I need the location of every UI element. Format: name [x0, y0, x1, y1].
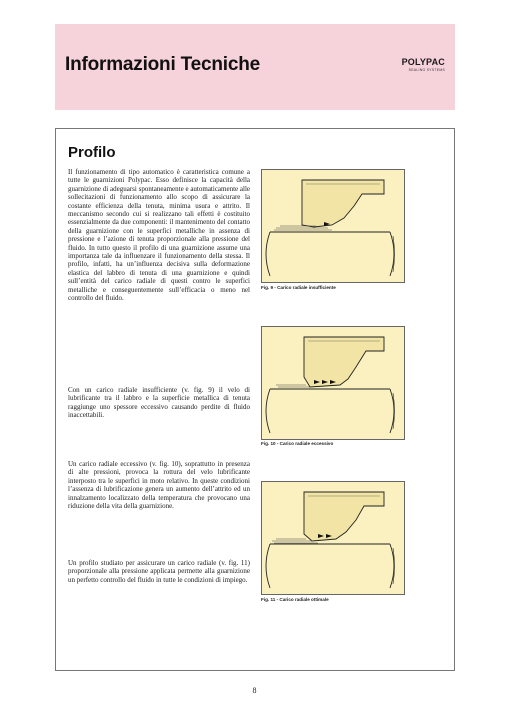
figure-caption: Fig. 9 - Carico radiale insufficiente — [261, 285, 336, 290]
paragraph-intro: Il funzionamento di tipo automatico è caratteristica comune a tutte le guarnizioni Polypac. Esso definisce la capacità della guarnizione di adeguarsi spontaneamente e automaticamente alle sollecitazioni di funzionamento allo scopo di assicurare la costante efficienza della tenuta, minima usura e attrito. Il meccanismo secondo cui si realizzano tali effetti è costituito essenzialmente da due componenti: il mantenimento del contatto della guarnizione con le superfici metalliche in assenza di pressione e l’azione di tenuta proporzionale alla pressione del fluido. In tutto questo il profilo di una guarnizione assume una importanza tale da influenzare il funzionamento della stessa. Il profilo, infatti, ha un’influenza decisiva sulla deformazione elastica del labbro di tenuta di una guarnizione e quindi sull’entità del carico radiale di questi contro le superfici metalliche e conseguentemente sull’efficacia o meno nel controllo del fluido. — [68, 168, 250, 303]
figure-caption: Fig. 11 - Carico radiale ottimale — [261, 597, 329, 602]
figure-excessive-load — [261, 326, 405, 440]
figure-insufficient-load — [261, 169, 405, 283]
header-band — [55, 24, 455, 110]
seal-diagram-fig11 — [262, 482, 404, 594]
page-number: 8 — [252, 686, 257, 695]
paragraph-optimal-load: Un profilo studiato per assicurare un carico radiale (v. fig. 11) proporzionale alla pressione applicata permette alla guarnizione un perfetto controllo del fluido in tutte le condizioni di impiego. — [68, 559, 250, 584]
figure-caption: Fig. 10 - Carico radiale eccessivo — [261, 441, 334, 446]
figure-optimal-load — [261, 481, 405, 595]
brand-logo — [402, 57, 445, 72]
brand-name: POLYPAC — [401, 57, 445, 67]
section-title: Profilo — [68, 144, 116, 161]
paragraph-excessive-load: Un carico radiale eccessivo (v. fig. 10), soprattutto in presenza di alte pressioni, provoca la rottura del velo lubrificante interposto tra le superfici in moto relativo. In queste condizioni l’assenza di lubrificazione genera un aumento dell’attrito ed un innalzamento localizzato della temperatura che provocano una riduzione della vita della guarnizione. — [68, 460, 250, 511]
paragraph-insufficient-load: Con un carico radiale insufficiente (v. fig. 9) il velo di lubrificante tra il labbro e la superficie metallica di tenuta raggiunge uno spessore eccessivo causando perdite di fluido inaccettabili. — [68, 386, 250, 420]
seal-diagram-fig10 — [262, 327, 404, 439]
content-frame — [55, 128, 455, 671]
brand-tagline: SEALING SYSTEMS — [408, 68, 445, 72]
seal-diagram-fig9 — [262, 170, 404, 282]
page-title: Informazioni Tecniche — [65, 54, 260, 75]
